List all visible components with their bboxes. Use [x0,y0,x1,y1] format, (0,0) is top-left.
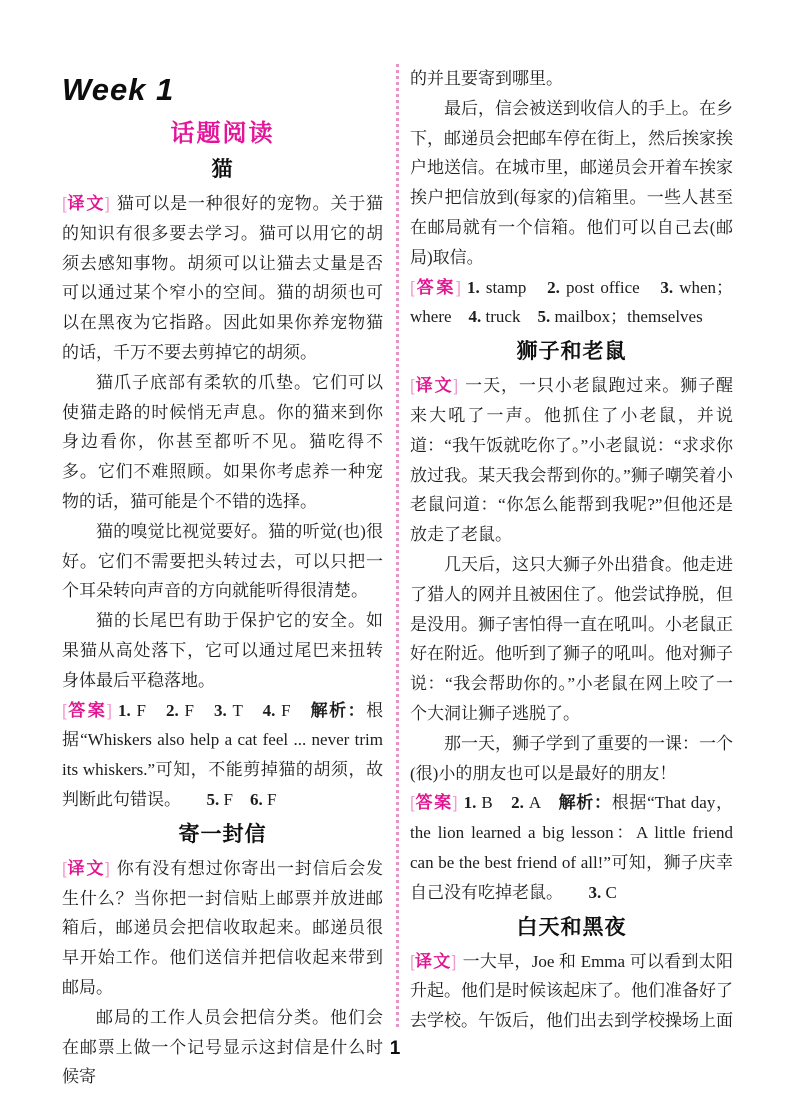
translation-tag-label: 译文 [414,376,454,396]
bracket-open: [ [410,376,415,396]
right-column [410,64,733,1036]
bracket-close: ] [107,700,112,720]
answer-text: 1. F 2. F 3. T 4. F 解析：根据“Whiskers also help a cat feel ... never trim its whiskers.”可知，不能剪掉猫的胡须，故判断此句错误。 5. F 6. F [62,700,384,809]
translation-tag [410,376,458,395]
answer-tag-label: 答案 [66,700,108,720]
bracket-close: ] [451,951,457,971]
cat-answer-paragraph [62,696,383,815]
translation-tag [62,859,110,878]
answer-text: 1. B 2. A 解析：根据“That day，the lion learned a big lesson：A little friend can be the best friend of all!”可知，狮子庆幸自己没有吃掉老鼠。 3. C [410,793,734,902]
bracket-open: [ [62,858,67,878]
bracket-open: [ [410,951,415,971]
letter-paragraph-2: 邮局的工作人员会把信分类。他们会在邮票上做一个记号显示这封信是什么时候寄 [62,1007,383,1087]
translation-tag-label: 译文 [66,194,106,213]
answer-tag [410,793,458,812]
cat-paragraph-4: 猫的长尾巴有助于保护它的安全。如果猫从高处落下，它可以通过尾巴来扭转身体最后平稳落地。 [62,611,383,690]
week-title: Week 1 [62,72,175,107]
bracket-close: ] [105,858,110,878]
cat-translation-paragraph [62,189,383,368]
article-title-cat: 猫 [211,158,234,181]
letter-paragraph-3: 最后，信会被送到收信人的手上。在乡下，邮递员会把邮车停在街上，然后挨家挨户地送信。在城市里，邮递员会开着车挨家挨户把信放到(每家的)信箱里。一些人甚至在邮局就有一个信箱。他们可以自己去(邮局)取信。 [410,98,733,267]
answer-tag-label: 答案 [414,793,453,813]
section-title: 话题阅读 [170,120,275,147]
bracket-open: [ [410,793,415,813]
translation-tag-label: 译文 [414,951,452,971]
bracket-close: ] [105,194,110,213]
page-number: 1 [389,1038,401,1059]
bracket-close: ] [456,277,461,297]
bracket-open: [ [62,194,67,213]
column-divider [396,64,399,1028]
paragraph-text: 你有没有想过你寄出一封信后会发生什么？当你把一封信贴上邮票并放进邮箱后，邮递员会把信收取起来。邮递员很早开始工作。他们送信并把信收起来带到邮局。 [62,858,383,997]
paragraph-text: 猫可以是一种很好的宠物。关于猫的知识有很多要去学习。猫可以用它的胡须去感知事物。胡须可以让猫去丈量是否可以通过某个窄小的空间。猫的胡须也可以在黑夜为它指路。因此如果你养宠物猫的话，千万不要去剪掉它的胡须。 [62,194,383,362]
paragraph-text: 一大早，Joe 和 Emma 可以看到太阳升起。他们是时候该起床了。他们准备好了去学校。午饭后，他们出去到学校操场上面 [410,951,733,1031]
article-title-lion-mouse: 狮子和老鼠 [516,340,627,364]
letter-translation-paragraph [62,854,383,1003]
translation-tag [410,952,456,971]
bracket-open: [ [410,277,415,297]
cat-paragraph-2: 猫爪子底部有柔软的爪垫。它们可以使猫走路的时候悄无声息。你的猫来到你身边看你，你甚至都听不见。猫吃得不多。它们不难照顾。如果你考虑养一种宠物的话，猫可能是个不错的选择。 [62,372,383,511]
bracket-open: [ [62,700,67,720]
answer-tag [62,701,112,720]
paragraph-text: 一天，一只小老鼠跑过来。狮子醒来大吼了一声。他抓住了小老鼠，并说道：“我午饭就吃你了。”小老鼠说：“求求你放过我。某天我会帮到你的。”狮子嘲笑着小老鼠问道：“你怎么能帮到我呢?”但他还是放走了老鼠。 [410,376,734,545]
answer-tag [410,278,461,297]
day-night-translation-paragraph [410,947,733,1036]
letter-paragraph-2-continued: 的并且要寄到哪里。 [410,69,563,88]
cat-paragraph-3: 猫的嗅觉比视觉要好。猫的听觉(也)很好。它们不需要把头转过去，可以只把一个耳朵转向声音的方向就能听得很清楚。 [62,521,383,601]
left-column [62,64,383,1092]
lion-paragraph-2: 几天后，这只大狮子外出猎食。他走进了猎人的网并且被困住了。他尝试挣脱，但是没用。狮子害怕得一直在吼叫。小老鼠正好在附近。他听到了狮子的吼叫。他对狮子说：“我会帮助你的。”小老鼠在网上咬了一个大洞让狮子逃脱了。 [410,554,733,723]
translation-tag [62,194,110,213]
lion-paragraph-3: 那一天，狮子学到了重要的一课：一个(很)小的朋友也可以是最好的朋友！ [410,733,733,783]
lion-translation-paragraph [410,371,733,550]
lion-answer-paragraph [410,788,733,907]
answer-tag-label: 答案 [414,277,457,297]
answer-text: 1. stamp 2. post office 3. when；where 4. truck 5. mailbox；themselves [410,277,734,327]
bracket-close: ] [452,793,458,813]
article-title-letter: 寄一封信 [178,822,267,846]
bracket-close: ] [453,376,459,396]
letter-answer-paragraph [410,273,733,333]
translation-tag-label: 译文 [66,858,106,878]
article-title-day-night: 白天和黑夜 [516,915,627,939]
